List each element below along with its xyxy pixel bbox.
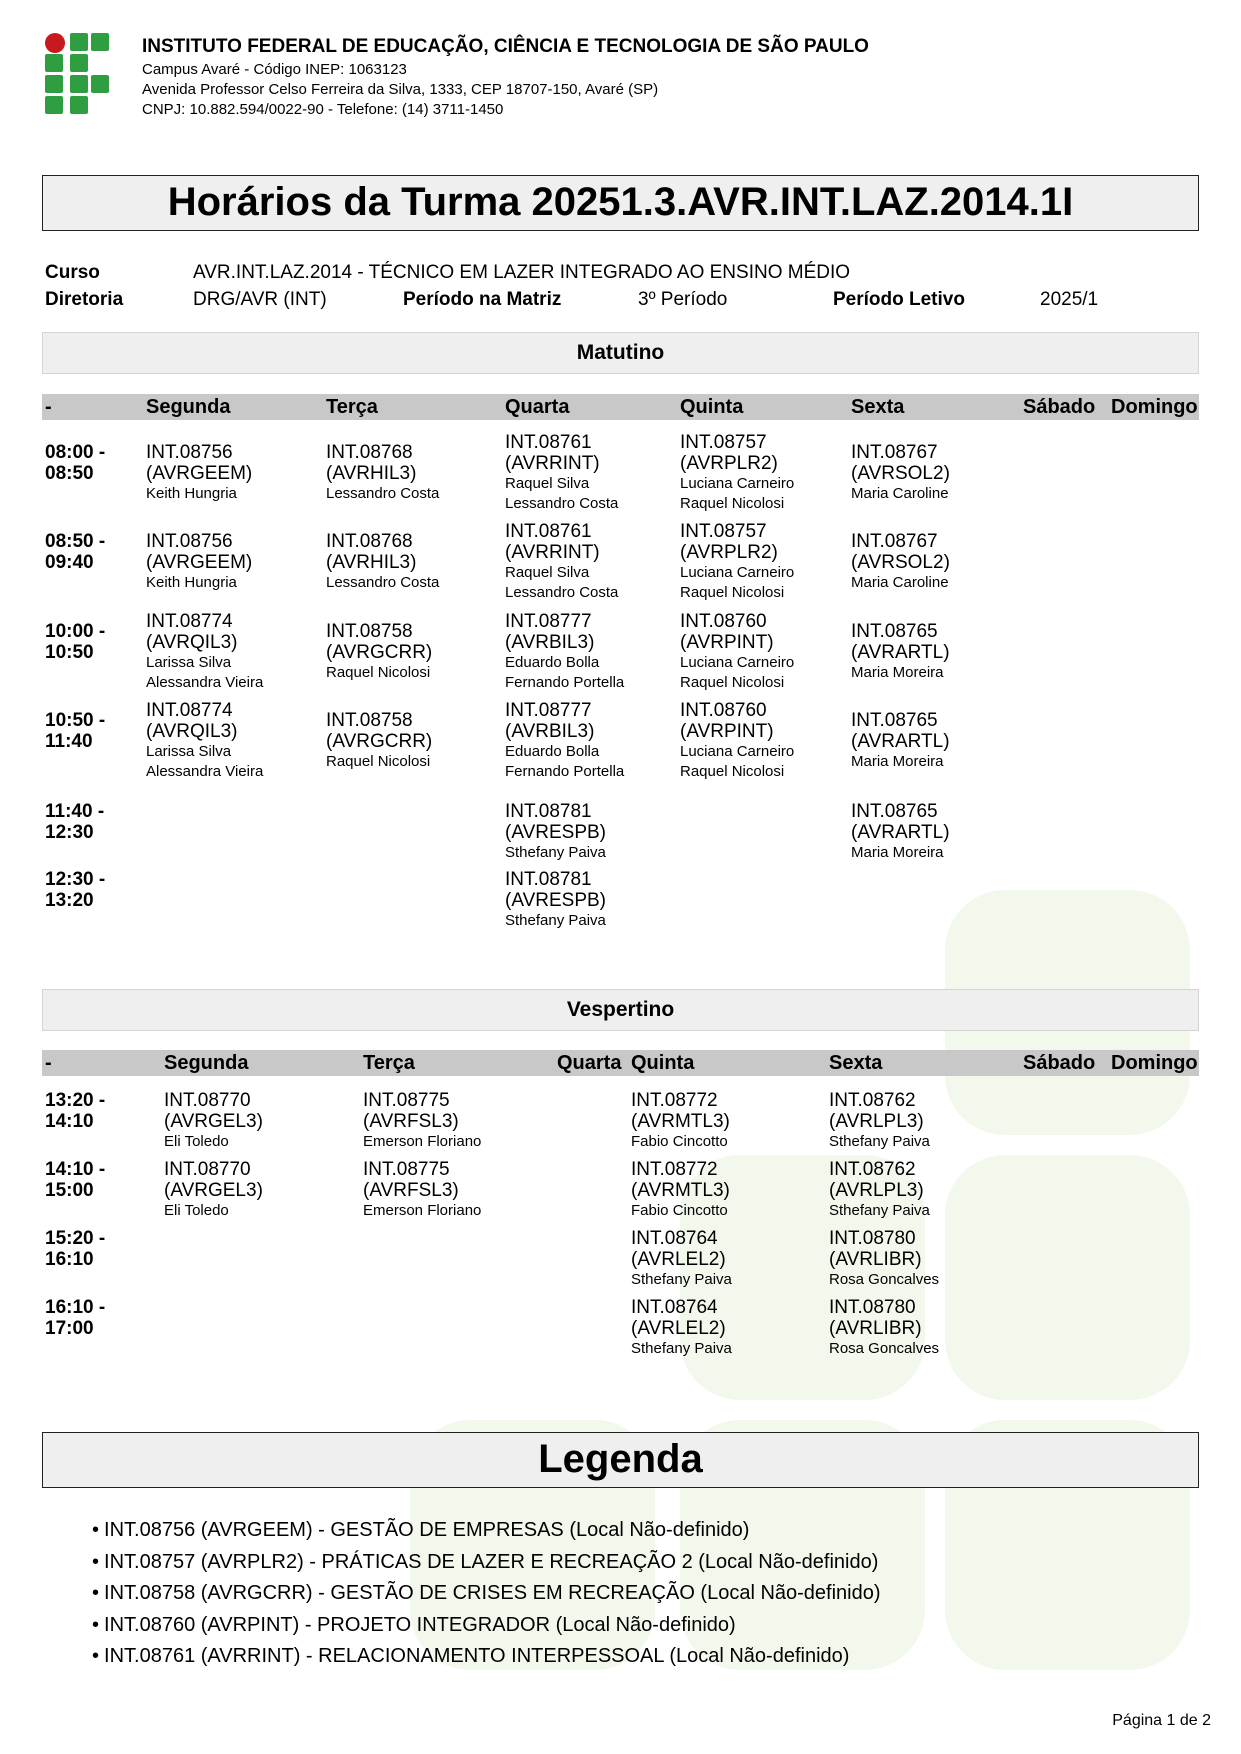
class-cell xyxy=(631,1159,730,1221)
class-cell xyxy=(146,700,263,782)
column-header: Quinta xyxy=(680,396,744,418)
class-code: (AVRESPB) xyxy=(505,890,607,911)
address-line: Avenida Professor Celso Ferreira da Silva, 1333, CEP 18707-150, Avaré (SP) xyxy=(142,81,659,98)
class-cell xyxy=(631,1090,730,1152)
column-header: Segunda xyxy=(146,396,231,418)
class-code: INT.08780 xyxy=(829,1228,916,1249)
class-code: INT.08768 xyxy=(326,442,413,463)
teacher-name: Eli Toledo xyxy=(164,1202,229,1219)
teacher-name: Raquel Nicolosi xyxy=(680,495,785,512)
time-line: 08:00 - xyxy=(45,442,106,463)
teacher-name: Alessandra Vieira xyxy=(146,674,264,691)
class-cell xyxy=(326,531,439,593)
institution-logo xyxy=(45,33,109,115)
column-header: Domingo xyxy=(1111,396,1198,418)
class-cell xyxy=(851,621,950,683)
time-slot xyxy=(45,1159,105,1201)
teacher-name: Keith Hungria xyxy=(146,574,237,591)
column-header: Terça xyxy=(326,396,378,418)
class-code: (AVRHIL3) xyxy=(326,552,417,573)
class-code: INT.08770 xyxy=(164,1090,251,1111)
page-title: Horários da Turma 20251.3.AVR.INT.LAZ.2014.1I xyxy=(42,175,1199,231)
teacher-name: Lessandro Costa xyxy=(505,584,619,601)
teacher-name: Alessandra Vieira xyxy=(146,763,264,780)
teacher-name: Luciana Carneiro xyxy=(680,475,795,492)
teacher-name: Sthefany Paiva xyxy=(829,1202,930,1219)
class-code: (AVRRINT) xyxy=(505,453,600,474)
teacher-name: Eduardo Bolla xyxy=(505,743,600,760)
class-code: (AVRLIBR) xyxy=(829,1318,922,1339)
column-header: Terça xyxy=(363,1052,415,1074)
time-slot xyxy=(45,531,105,573)
class-code: INT.08761 xyxy=(505,521,592,542)
class-code: INT.08767 xyxy=(851,442,938,463)
teacher-name: Rosa Goncalves xyxy=(829,1271,940,1288)
class-cell xyxy=(680,432,794,514)
class-cell xyxy=(363,1159,481,1221)
class-code: INT.08777 xyxy=(505,611,592,632)
class-cell xyxy=(326,710,432,772)
column-header: Quarta xyxy=(557,1052,622,1074)
class-code: INT.08758 xyxy=(326,710,413,731)
time-line: 09:40 xyxy=(45,552,94,573)
class-code: (AVRFSL3) xyxy=(363,1111,459,1132)
time-line: 13:20 xyxy=(45,890,94,911)
watermark-block xyxy=(945,1155,1190,1400)
periodo-letivo-label: Período Letivo xyxy=(833,289,965,310)
time-line: 10:50 xyxy=(45,642,94,663)
class-code: INT.08765 xyxy=(851,710,938,731)
class-code: INT.08764 xyxy=(631,1228,718,1249)
class-code: (AVRMTL3) xyxy=(631,1180,730,1201)
class-code: (AVRLPL3) xyxy=(829,1111,924,1132)
class-cell xyxy=(146,531,252,593)
class-code: (AVRLEL2) xyxy=(631,1318,726,1339)
institution-name: INSTITUTO FEDERAL DE EDUCAÇÃO, CIÊNCIA E TECNOLOGIA DE SÃO PAULO xyxy=(142,36,869,57)
class-code: (AVRBIL3) xyxy=(505,721,595,742)
teacher-name: Maria Caroline xyxy=(851,574,949,591)
class-code: INT.08765 xyxy=(851,801,938,822)
column-header: - xyxy=(45,396,52,418)
teacher-name: Emerson Floriano xyxy=(363,1133,482,1150)
time-line: 16:10 xyxy=(45,1249,94,1270)
class-code: INT.08777 xyxy=(505,700,592,721)
teacher-name: Sthefany Paiva xyxy=(829,1133,930,1150)
teacher-name: Fabio Cincotto xyxy=(631,1133,728,1150)
class-cell xyxy=(851,710,950,772)
class-code: (AVRBIL3) xyxy=(505,632,595,653)
time-line: 08:50 xyxy=(45,463,94,484)
class-code: INT.08760 xyxy=(680,700,767,721)
class-cell xyxy=(146,442,252,504)
class-code: (AVRQIL3) xyxy=(146,632,238,653)
class-cell xyxy=(851,442,950,504)
class-code: INT.08768 xyxy=(326,531,413,552)
class-cell xyxy=(631,1228,732,1290)
class-cell xyxy=(680,521,794,603)
teacher-name: Eli Toledo xyxy=(164,1133,229,1150)
time-line: 14:10 - xyxy=(45,1159,106,1180)
column-header: Sexta xyxy=(851,396,905,418)
class-code: (AVRHIL3) xyxy=(326,463,417,484)
class-code: (AVRLEL2) xyxy=(631,1249,726,1270)
teacher-name: Raquel Nicolosi xyxy=(680,584,785,601)
class-cell xyxy=(829,1297,939,1359)
class-code: (AVRPINT) xyxy=(680,721,774,742)
class-code: (AVRGEL3) xyxy=(164,1111,263,1132)
class-code: INT.08774 xyxy=(146,700,233,721)
class-code: INT.08780 xyxy=(829,1297,916,1318)
teacher-name: Rosa Goncalves xyxy=(829,1340,940,1357)
time-slot xyxy=(45,710,105,752)
teacher-name: Raquel Nicolosi xyxy=(680,674,785,691)
class-cell xyxy=(505,611,624,693)
teacher-name: Fabio Cincotto xyxy=(631,1202,728,1219)
legend-item: • INT.08758 (AVRGCRR) - GESTÃO DE CRISES EM RECREAÇÃO (Local Não-definido) xyxy=(92,1578,881,1610)
class-code: INT.08767 xyxy=(851,531,938,552)
teacher-name: Maria Caroline xyxy=(851,485,949,502)
legend-item: • INT.08760 (AVRPINT) - PROJETO INTEGRADOR (Local Não-definido) xyxy=(92,1610,881,1642)
class-code: (AVRRINT) xyxy=(505,542,600,563)
curso-label: Curso xyxy=(45,262,100,283)
teacher-name: Raquel Silva xyxy=(505,475,590,492)
section-vespertino: Vespertino xyxy=(42,989,1199,1031)
class-code: INT.08756 xyxy=(146,531,233,552)
teacher-name: Lessandro Costa xyxy=(326,574,440,591)
time-slot xyxy=(45,869,105,911)
teacher-name: Fernando Portella xyxy=(505,763,625,780)
diretoria-label: Diretoria xyxy=(45,289,124,310)
class-cell xyxy=(146,611,263,693)
class-cell xyxy=(164,1159,263,1221)
campus-line: Campus Avaré - Código INEP: 1063123 xyxy=(142,61,407,78)
class-code: (AVRGEEM) xyxy=(146,552,253,573)
class-code: INT.08775 xyxy=(363,1090,450,1111)
teacher-name: Raquel Nicolosi xyxy=(680,763,785,780)
class-code: INT.08781 xyxy=(505,869,592,890)
class-code: INT.08757 xyxy=(680,432,767,453)
teacher-name: Sthefany Paiva xyxy=(505,912,606,929)
column-header: Quarta xyxy=(505,396,570,418)
column-header: Sábado xyxy=(1023,396,1096,418)
time-slot xyxy=(45,621,105,663)
schedule-header-matutino xyxy=(42,394,1199,420)
class-code: (AVRFSL3) xyxy=(363,1180,459,1201)
diretoria-value: DRG/AVR (INT) xyxy=(193,289,327,310)
class-code: INT.08765 xyxy=(851,621,938,642)
time-line: 12:30 xyxy=(45,822,94,843)
class-code: (AVRARTL) xyxy=(851,642,950,663)
time-line: 14:10 xyxy=(45,1111,94,1132)
time-slot xyxy=(45,801,104,843)
column-header: Segunda xyxy=(164,1052,249,1074)
time-line: 15:00 xyxy=(45,1180,94,1201)
class-code: INT.08772 xyxy=(631,1090,718,1111)
class-code: INT.08781 xyxy=(505,801,592,822)
periodo-matriz-label: Período na Matriz xyxy=(403,289,562,310)
teacher-name: Raquel Nicolosi xyxy=(326,664,431,681)
class-cell xyxy=(829,1159,930,1221)
class-code: (AVRSOL2) xyxy=(851,463,950,484)
teacher-name: Luciana Carneiro xyxy=(680,743,795,760)
teacher-name: Keith Hungria xyxy=(146,485,237,502)
class-code: (AVRLIBR) xyxy=(829,1249,922,1270)
class-code: (AVRSOL2) xyxy=(851,552,950,573)
class-cell xyxy=(326,621,432,683)
column-header: Sábado xyxy=(1023,1052,1096,1074)
institution-header xyxy=(142,36,869,120)
teacher-name: Larissa Silva xyxy=(146,743,232,760)
teacher-name: Maria Moreira xyxy=(851,844,944,861)
class-code: INT.08758 xyxy=(326,621,413,642)
periodo-matriz-value: 3º Período xyxy=(638,289,728,310)
class-cell xyxy=(829,1090,930,1152)
class-code: INT.08764 xyxy=(631,1297,718,1318)
class-cell xyxy=(829,1228,939,1290)
teacher-name: Larissa Silva xyxy=(146,654,232,671)
class-cell xyxy=(505,700,624,782)
time-line: 11:40 xyxy=(45,731,93,752)
column-header: - xyxy=(45,1052,52,1074)
class-cell xyxy=(505,521,618,603)
teacher-name: Fernando Portella xyxy=(505,674,625,691)
class-cell xyxy=(851,531,950,593)
column-header: Sexta xyxy=(829,1052,883,1074)
time-line: 10:00 - xyxy=(45,621,106,642)
teacher-name: Sthefany Paiva xyxy=(505,844,606,861)
teacher-name: Luciana Carneiro xyxy=(680,654,795,671)
class-cell xyxy=(326,442,439,504)
class-code: INT.08761 xyxy=(505,432,592,453)
time-slot xyxy=(45,1228,105,1270)
cnpj-line: CNPJ: 10.882.594/0022-90 - Telefone: (14) 3711-1450 xyxy=(142,101,504,118)
class-code: (AVRGCRR) xyxy=(326,642,433,663)
curso-value: AVR.INT.LAZ.2014 - TÉCNICO EM LAZER INTEGRADO AO ENSINO MÉDIO xyxy=(193,262,851,283)
class-cell xyxy=(164,1090,263,1152)
teacher-name: Emerson Floriano xyxy=(363,1202,482,1219)
time-line: 15:20 - xyxy=(45,1228,106,1249)
class-code: INT.08772 xyxy=(631,1159,718,1180)
class-code: (AVRARTL) xyxy=(851,731,950,752)
class-code: (AVRPLR2) xyxy=(680,542,778,563)
class-cell xyxy=(631,1297,732,1359)
class-code: INT.08775 xyxy=(363,1159,450,1180)
class-code: INT.08762 xyxy=(829,1159,916,1180)
class-code: INT.08760 xyxy=(680,611,767,632)
time-line: 12:30 - xyxy=(45,869,106,890)
legend-title: Legenda xyxy=(42,1432,1199,1488)
legend-list xyxy=(92,1515,881,1673)
class-code: (AVRMTL3) xyxy=(631,1111,730,1132)
class-cell xyxy=(363,1090,481,1152)
page-number: Página 1 de 2 xyxy=(1112,1712,1211,1729)
teacher-name: Eduardo Bolla xyxy=(505,654,600,671)
time-line: 08:50 - xyxy=(45,531,106,552)
class-cell xyxy=(505,801,606,863)
class-code: (AVRQIL3) xyxy=(146,721,238,742)
time-line: 13:20 - xyxy=(45,1090,106,1111)
section-matutino: Matutino xyxy=(42,332,1199,374)
teacher-name: Maria Moreira xyxy=(851,664,944,681)
class-code: INT.08762 xyxy=(829,1090,916,1111)
class-cell xyxy=(680,611,794,693)
time-slot xyxy=(45,1297,105,1339)
time-line: 16:10 - xyxy=(45,1297,106,1318)
class-cell xyxy=(505,432,618,514)
teacher-name: Lessandro Costa xyxy=(505,495,619,512)
class-code: (AVRLPL3) xyxy=(829,1180,924,1201)
class-code: INT.08774 xyxy=(146,611,233,632)
class-code: (AVRARTL) xyxy=(851,822,950,843)
class-code: INT.08756 xyxy=(146,442,233,463)
legend-item: • INT.08756 (AVRGEEM) - GESTÃO DE EMPRESAS (Local Não-definido) xyxy=(92,1515,881,1547)
legend-item: • INT.08761 (AVRRINT) - RELACIONAMENTO INTERPESSOAL (Local Não-definido) xyxy=(92,1641,881,1673)
schedule-header-vespertino xyxy=(42,1050,1199,1076)
teacher-name: Sthefany Paiva xyxy=(631,1340,732,1357)
class-code: INT.08757 xyxy=(680,521,767,542)
teacher-name: Raquel Nicolosi xyxy=(326,753,431,770)
class-code: (AVRPLR2) xyxy=(680,453,778,474)
time-line: 10:50 - xyxy=(45,710,106,731)
time-line: 11:40 - xyxy=(45,801,105,822)
teacher-name: Raquel Silva xyxy=(505,564,590,581)
teacher-name: Lessandro Costa xyxy=(326,485,440,502)
teacher-name: Luciana Carneiro xyxy=(680,564,795,581)
class-code: (AVRESPB) xyxy=(505,822,607,843)
column-header: Quinta xyxy=(631,1052,695,1074)
class-cell xyxy=(680,700,794,782)
time-slot xyxy=(45,442,105,484)
class-code: (AVRGCRR) xyxy=(326,731,433,752)
class-code: (AVRPINT) xyxy=(680,632,774,653)
teacher-name: Maria Moreira xyxy=(851,753,944,770)
time-line: 17:00 xyxy=(45,1318,94,1339)
legend-item: • INT.08757 (AVRPLR2) - PRÁTICAS DE LAZER E RECREAÇÃO 2 (Local Não-definido) xyxy=(92,1547,881,1579)
class-cell xyxy=(851,801,950,863)
class-code: (AVRGEL3) xyxy=(164,1180,263,1201)
class-code: (AVRGEEM) xyxy=(146,463,253,484)
column-header: Domingo xyxy=(1111,1052,1198,1074)
time-slot xyxy=(45,1090,105,1132)
class-cell xyxy=(505,869,606,931)
class-code: INT.08770 xyxy=(164,1159,251,1180)
teacher-name: Sthefany Paiva xyxy=(631,1271,732,1288)
periodo-letivo-value: 2025/1 xyxy=(1040,289,1099,310)
